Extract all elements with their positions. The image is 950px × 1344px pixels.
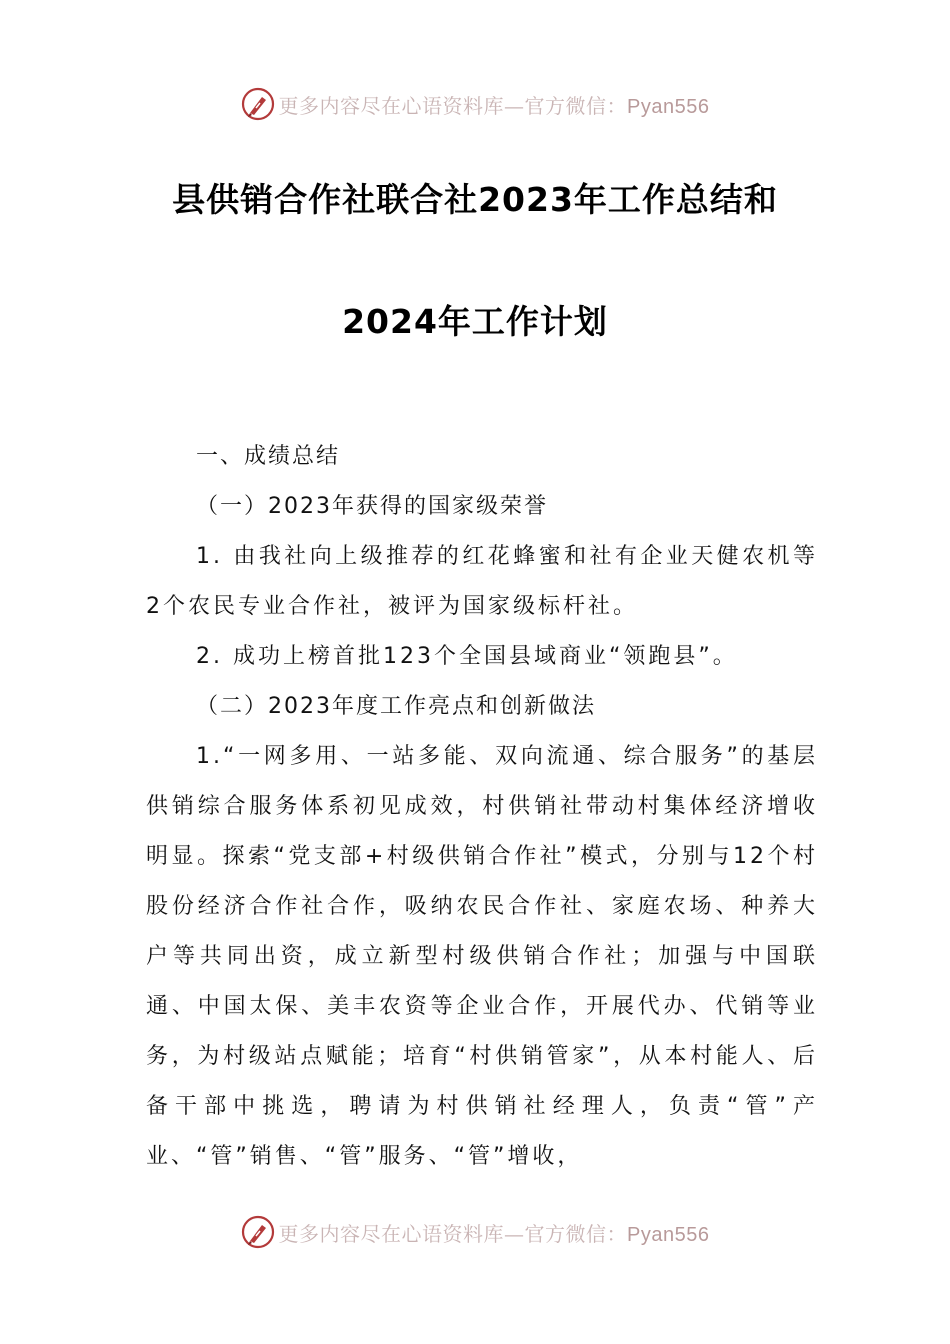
subsection-heading: （二）2023年度工作亮点和创新做法 — [196, 694, 596, 719]
watermark-label: 更多内容尽在心语资料库—官方微信： — [278, 93, 628, 118]
watermark-label: 更多内容尽在心语资料库—官方微信： — [278, 1221, 628, 1246]
subsection-heading: （一）2023年获得的国家级荣誉 — [196, 494, 548, 519]
watermark-wechat-id: Pyan556 — [627, 1223, 710, 1246]
list-item: 1. 由我社向上级推荐的红花蜂蜜和社有企业天健农机等2个农民专业合作社，被评为国家级标杆社。 — [146, 544, 818, 619]
pen-nib-icon — [241, 1215, 275, 1249]
document-title-line-1: 县供销合作社联合社2023年工作总结和 — [172, 180, 778, 219]
watermark-text — [279, 1218, 710, 1247]
section-heading: 一、成绩总结 — [196, 444, 341, 469]
document-title-line-2: 2024年工作计划 — [342, 302, 608, 341]
pen-nib-icon — [241, 87, 275, 121]
watermark-text — [279, 90, 710, 119]
document-body — [146, 432, 818, 1182]
watermark-wechat-id: Pyan556 — [627, 95, 710, 118]
body-paragraph: 1.“一网多用、一站多能、双向流通、综合服务”的基层供销综合服务体系初见成效，村供销社带动村集体经济增收明显。探索“党支部+村级供销合作社”模式，分别与12个村股份经济合作社合作，吸纳农民合作社、家庭农场、种养大户等共同出资，成立新型村级供销合作社；加强与中国联通、中国太保、美丰农资等企业合作，开展代办、代销等业务，为村级站点赋能；培育“村供销管家”，从本村能人、后备干部中挑选，聘请为村供销社经理人，负责“管”产业、“管”销售、“管”服务、“管”增收， — [146, 744, 818, 1169]
header-watermark — [0, 84, 950, 124]
footer-watermark — [0, 1212, 950, 1252]
list-item: 2. 成功上榜首批123个全国县域商业“领跑县”。 — [196, 644, 738, 669]
